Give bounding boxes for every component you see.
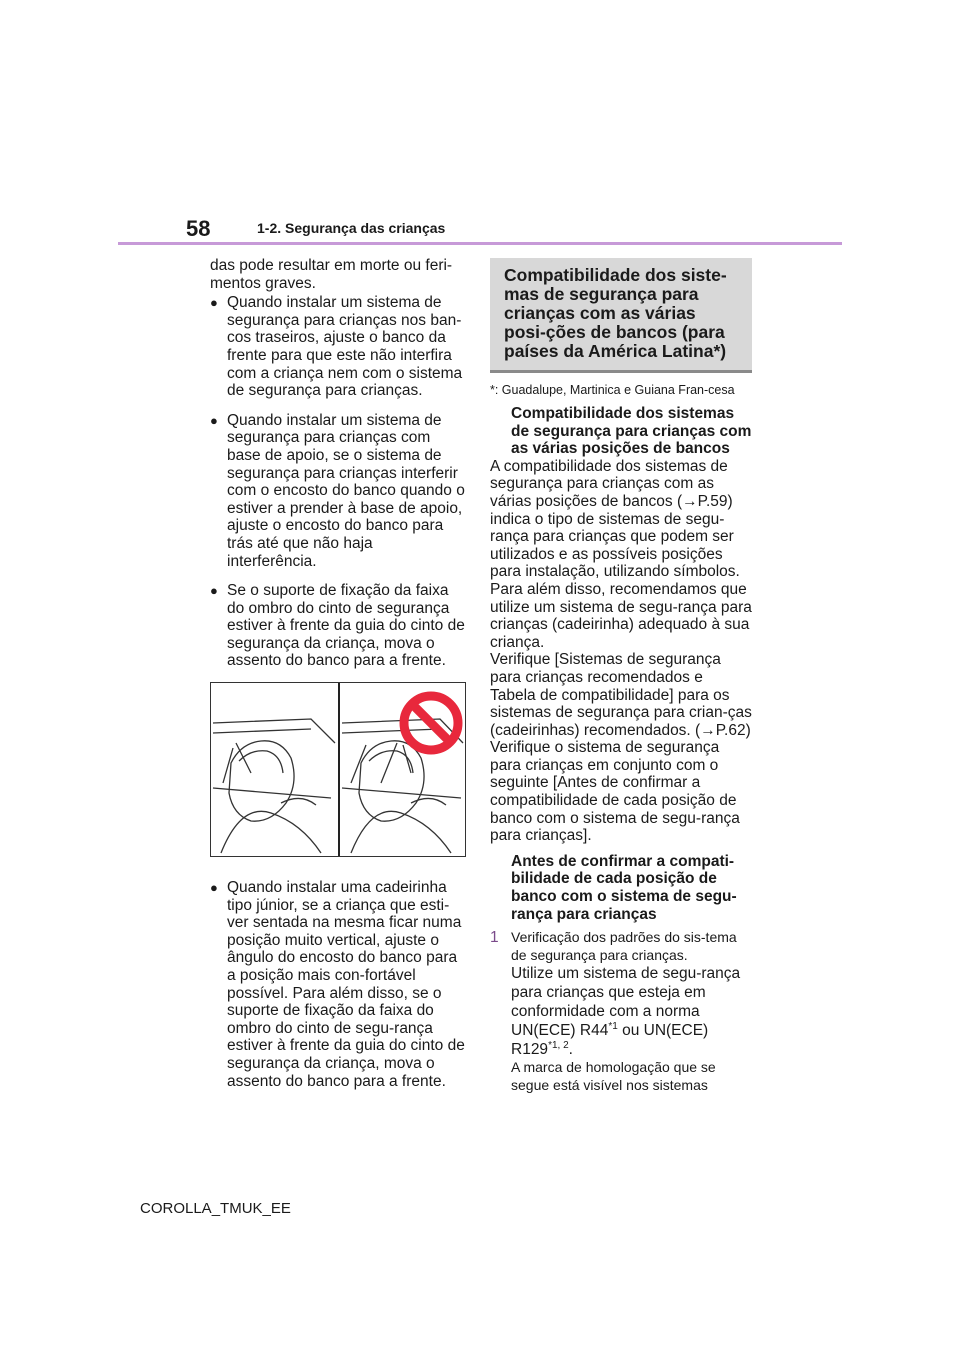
footnote-ref: *1 bbox=[608, 1021, 618, 1033]
step-body-b: ou UN(ECE) R129 bbox=[511, 1022, 709, 1059]
bullet-text: Quando instalar um sistema de segurança para crianças nos ban-cos traseiros, ajuste o banco da frente para que este não interfira com a criança nem com o sistema de segurança para crianças. bbox=[227, 294, 463, 400]
sub-heading-before-confirm: Antes de confirmar a compati-bilidade de cada posição de banco com o sistema de segu-rança para crianças bbox=[511, 852, 737, 923]
step-body-d: A marca de homologação que se segue está visível nos sistemas bbox=[511, 1059, 716, 1093]
bullet-item bbox=[210, 582, 466, 670]
bullet-item bbox=[210, 412, 466, 570]
footnote: *: Guadalupe, Martinica e Guiana Fran-cesa bbox=[490, 383, 735, 397]
right-column bbox=[490, 258, 752, 1095]
paragraph: Verifique [Sistemas de segurança para crianças recomendados e Tabela de compatibilidade] para os sistemas de segurança para crian-ças (cadeirinhas) recomendados. (→P.62) bbox=[490, 651, 752, 739]
paragraph: A compatibilidade dos sistemas de segurança para crianças com as várias posições de bancos (→P.59) indica o tipo de sistemas de segu-rança para crianças que podem ser utilizados e as possíveis posições para instalação, utilizando símbolos. Para além disso, recomendamos que utilize um sistema de segu-rança para crianças (cadeirinha) adequado à sua criança. bbox=[490, 457, 752, 651]
footnote-ref: *1, 2 bbox=[548, 1040, 569, 1052]
bullet-dot-icon: ● bbox=[210, 295, 218, 311]
step-item bbox=[490, 929, 752, 1094]
seat-illustration bbox=[210, 682, 466, 857]
section-heading: Compatibilidade dos siste-mas de segurança para crianças com as várias posi-ções de bancos (para países da América Latina*) bbox=[490, 258, 752, 373]
figure-divider bbox=[338, 683, 340, 856]
bullet-dot-icon: ● bbox=[210, 412, 218, 428]
bullet-text: Quando instalar uma cadeirinha tipo júnior, se a criança que esti-ver sentada na mesma ficar numa posição muito vertical, ajuste o ângulo do encosto do banco para a posição mais con-fortável possível. Para além disso, se o suporte de fixação da faixa do ombro do cinto de segu-rança estiver à frente da guia do cinto de segurança da criança, mova o assento do banco para a frente. bbox=[227, 879, 465, 1090]
prohibited-icon bbox=[404, 696, 458, 750]
bullet-dot-icon: ● bbox=[210, 880, 218, 896]
sub-heading-compatibility: Compatibilidade dos sistemas de segurança para crianças com as várias posições de bancos bbox=[511, 405, 752, 458]
bullet-dot-icon: ● bbox=[210, 583, 218, 599]
step-number: 1 bbox=[490, 929, 499, 947]
bullet-text: Quando instalar um sistema de segurança para crianças com base de apoio, se o sistema de segurança para crianças interferir com o encosto do banco quando o estiver a prender à base de apoio, ajuste o encosto do banco para trás até que não haja interferência. bbox=[227, 411, 465, 570]
lead-text: das pode resultar em morte ou feri-mentos graves. bbox=[210, 257, 453, 292]
header-rule bbox=[118, 242, 842, 245]
step-body-c: . bbox=[568, 1041, 573, 1059]
step-title: Verificação dos padrões do sis-tema de segurança para crianças. bbox=[511, 929, 737, 963]
left-column bbox=[210, 257, 466, 1102]
bullet-item bbox=[210, 294, 466, 400]
step-body-a: Utilize um sistema de segu-rança para crianças que esteja em conformidade com a norma UN(ECE) R44 bbox=[511, 965, 741, 1040]
paragraph: Verifique o sistema de segurança para crianças em conjunto com o seguinte [Antes de confirmar a compatibilidade de cada posição de banco com o sistema de segu-rança para crianças]. bbox=[490, 739, 740, 845]
page-number: 58 bbox=[186, 216, 211, 241]
document-code: COROLLA_TMUK_EE bbox=[140, 1200, 291, 1217]
step-body bbox=[511, 964, 752, 1059]
section-title: 1-2. Segurança das crianças bbox=[257, 220, 446, 236]
bullet-text: Se o suporte de fixação da faixa do ombro do cinto de segurança estiver à frente da guia do cinto de segurança da criança, mova o assento do banco para a frente. bbox=[227, 582, 465, 670]
bullet-item bbox=[210, 879, 466, 1090]
